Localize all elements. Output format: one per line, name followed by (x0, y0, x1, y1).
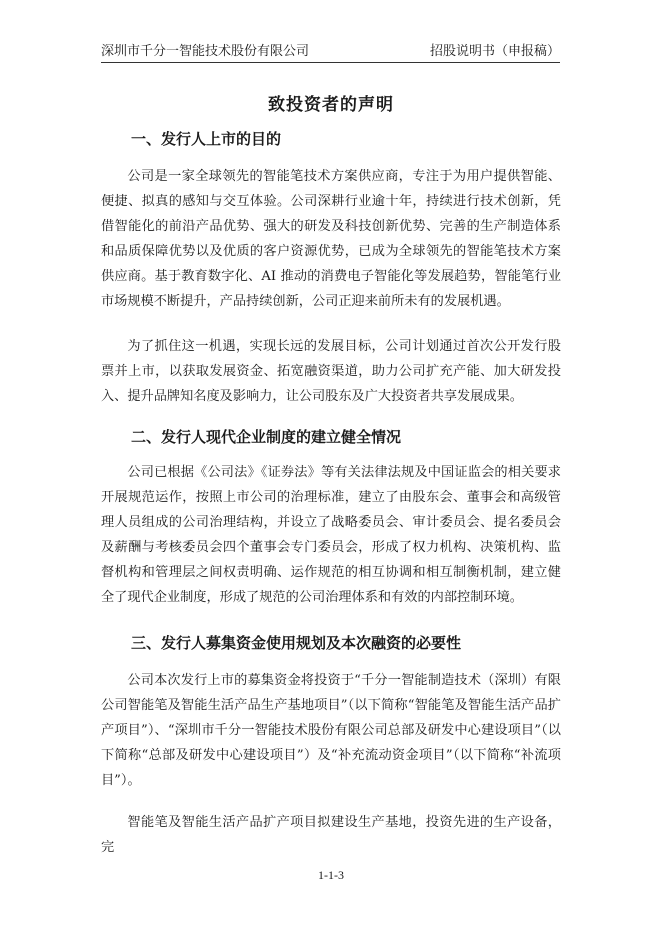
page-title: 致投资者的声明 (268, 95, 394, 115)
section-heading-3: 三、发行人募集资金使用规划及本次融资的必要性 (131, 634, 462, 652)
section-3-paragraph-1: 公司本次发行上市的募集资金将投资于“千分一智能制造技术（深圳）有限公司智能笔及智能生活产品生产基地项目”（以下简称“智能笔及智能生活产品扩产项目”）、“深圳市千分一智能技术股份有限公司总部及研发中心建设项目”（以下简称“总部及研发中心建设项目”）及“补充流动资金项目”（以下简称“补流项目”）。 (101, 673, 561, 788)
section-2-paragraph-1: 公司已根据《公司法》《证券法》等有关法律法规及中国证监会的相关要求开展规范运作，按照上市公司的治理标准，建立了由股东会、董事会和高级管理人员组成的公司治理结构，并设立了战略委员会、审计委员会、提名委员会及薪酬与考核委员会四个董事会专门委员会，形成了权力机构、决策机构、监督机构和管理层之间权责明确、运作规范的相互协调和相互制衡机制，建立健全了现代企业制度，形成了规范的公司治理体系和有效的内部控制环境。 (101, 465, 561, 605)
page-number: 1-1-3 (318, 868, 344, 882)
section-1-paragraph-2: 为了抓住这一机遇，实现长远的发展目标，公司计划通过首次公开发行股票并上市，以获取发展资金、拓宽融资渠道，助力公司扩充产能、加大研发投入、提升品牌知名度及影响力，让公司股东及广大投资者共享发展成果。 (101, 339, 561, 404)
section-1-paragraph-1: 公司是一家全球领先的智能笔技术方案供应商，专注于为用户提供智能、便捷、拟真的感知与交互体验。公司深耕行业逾十年，持续进行技术创新，凭借智能化的前沿产品优势、强大的研发及科技创新优势、完善的生产制造体系和品质保障优势以及优质的客户资源优势，已成为全球领先的智能笔技术方案供应商。基于教育数字化、AI 推动的消费电子智能化等发展趋势，智能笔行业市场规模不断提升，产品持续创新，公司正迎来前所未有的发展机遇。 (101, 169, 561, 309)
section-3-paragraph-2: 智能笔及智能生活产品扩产项目拟建设生产基地，投资先进的生产设备，完 (101, 815, 561, 855)
header-doc-type: 招股说明书（申报稿） (429, 44, 560, 59)
section-heading-1: 一、发行人上市的目的 (131, 130, 282, 148)
header-company: 深圳市千分一智能技术股份有限公司 (101, 44, 310, 59)
page-header (101, 40, 560, 63)
section-heading-2: 二、发行人现代企业制度的建立健全情况 (131, 428, 402, 446)
